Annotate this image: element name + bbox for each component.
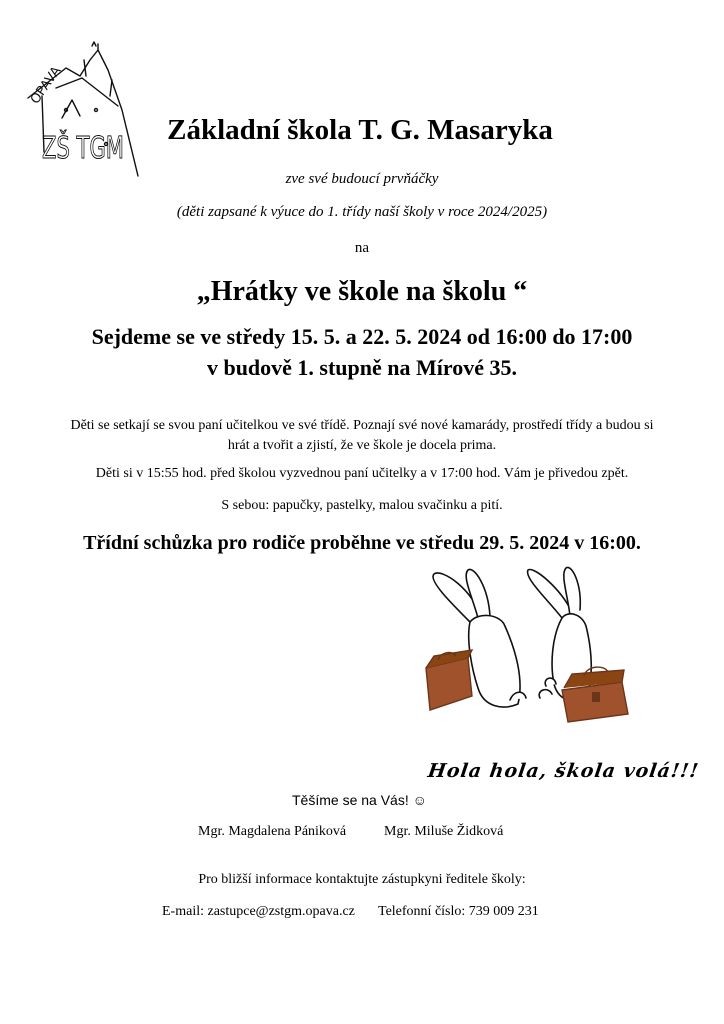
- event-title: „Hrátky ve škole na školu “: [196, 276, 528, 307]
- see-you-message: Těšíme se na Vás! ☺: [292, 792, 427, 808]
- logo-city-text: OPAVA: [27, 63, 65, 108]
- meeting-dates: Sejdeme se ve středy 15. 5. a 22. 5. 2024 od 16:00 do 17:00: [91, 324, 633, 349]
- left-schoolbag: [426, 650, 472, 710]
- logo-letters-text: ZŠ TGM: [42, 131, 159, 166]
- enrolled-children-note: (děti zapsané k výuce do 1. třídy naší školy v roce 2024/2025): [176, 204, 548, 220]
- school-name: Základní škola T. G. Masaryka: [167, 114, 553, 146]
- teacher-name-2: Mgr. Miluše Židková: [384, 824, 504, 839]
- parents-meeting-notice: Třídní schůzka pro rodiče proběhne ve středu 29. 5. 2024 v 16:00.: [83, 532, 641, 554]
- slogan: Hola hola, škola volá!!!: [426, 760, 701, 782]
- meeting-location: v budově 1. stupně na Mírové 35.: [206, 355, 518, 380]
- right-schoolbag: [562, 667, 628, 722]
- bunnies-illustration: [412, 560, 642, 728]
- pickup-paragraph: Děti si v 15:55 hod. před školou vyzvednou paní učitelky a v 17:00 hod. Vám je přivedou zpět.: [95, 466, 629, 481]
- teacher-name-1: Mgr. Magdalena Pániková: [198, 824, 347, 839]
- description-paragraph: Děti se setkají se svou paní učitelkou ve své třídě. Poznají své nové kamarády, prostředí třídy a budou si hrát a tvořit a zjistí, že ve škole je docela prima.: [70, 418, 654, 453]
- contact-email: E-mail: zastupce@zstgm.opava.cz: [162, 904, 355, 919]
- contact-phone: Telefonní číslo: 739 009 231: [378, 904, 539, 919]
- bring-list-paragraph: S sebou: papučky, pastelky, malou svačinku a pití.: [221, 498, 503, 513]
- on-word: na: [354, 240, 370, 256]
- contact-info-text: Pro bližší informace kontaktujte zástupkyni ředitele školy:: [198, 872, 526, 887]
- invitation-line: zve své budoucí prvňáčky: [285, 171, 439, 187]
- school-logo: [22, 40, 159, 180]
